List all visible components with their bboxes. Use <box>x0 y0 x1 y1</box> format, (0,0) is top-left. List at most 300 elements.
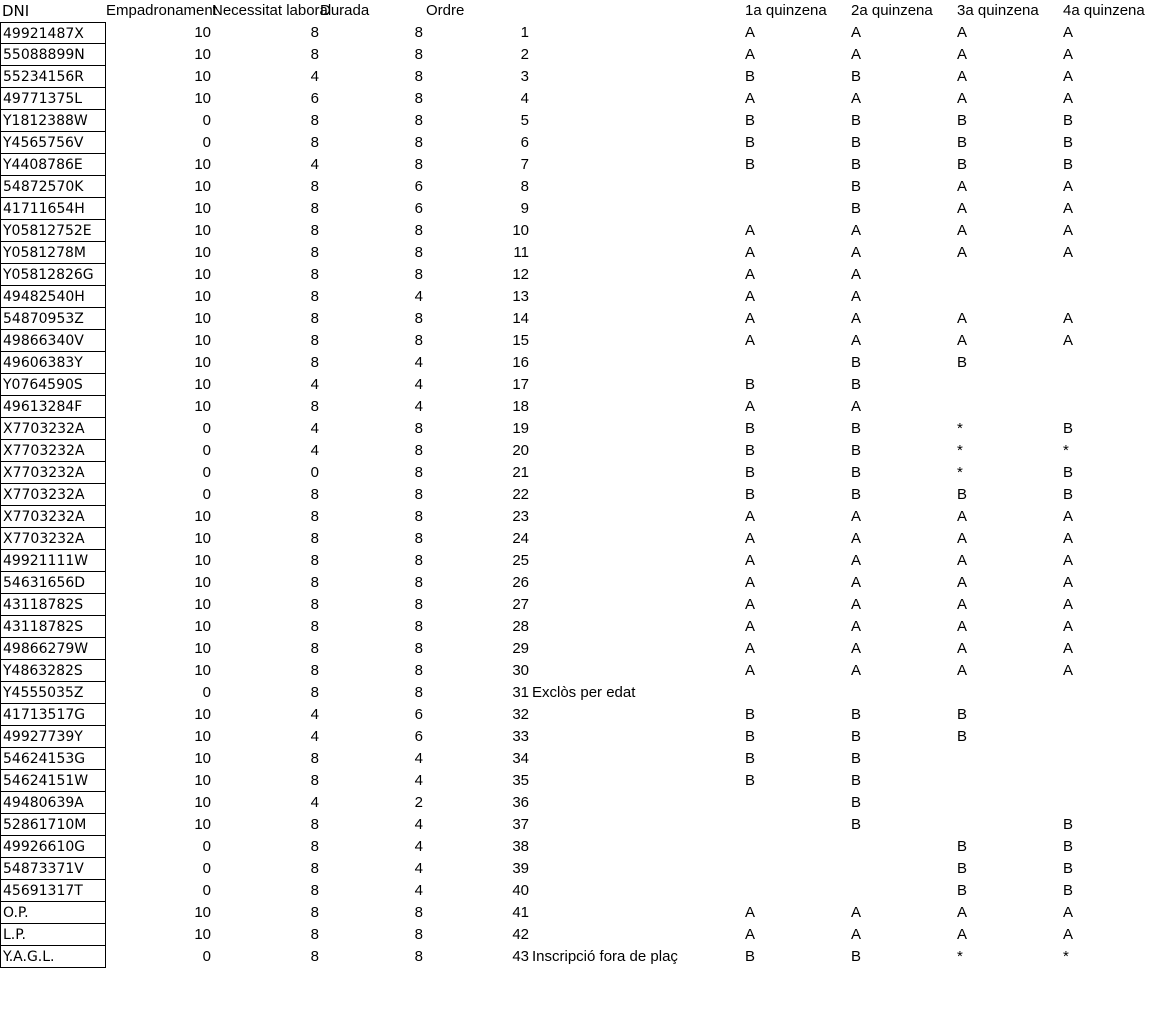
cell-q3[interactable]: A <box>957 662 968 679</box>
cell-dni[interactable]: L.P. <box>0 924 106 946</box>
cell-dni[interactable]: 49613284F <box>0 396 106 418</box>
cell-dni[interactable]: 52861710M <box>0 814 106 836</box>
cell-q4[interactable] <box>1061 792 1169 814</box>
cell-necessitat[interactable]: 8 <box>310 508 319 525</box>
cell-durada[interactable]: 4 <box>414 772 423 789</box>
cell-q2[interactable]: B <box>851 486 862 503</box>
cell-durada[interactable]: 6 <box>414 178 423 195</box>
cell-dni[interactable]: 41711654H <box>0 198 106 220</box>
cell-note[interactable] <box>532 308 742 330</box>
cell-ordre[interactable]: 21 <box>512 464 529 481</box>
cell-durada[interactable]: 8 <box>414 244 423 261</box>
cell-ordre[interactable]: 11 <box>513 244 529 261</box>
cell-empadronament[interactable]: 10 <box>194 618 211 635</box>
cell-q2[interactable]: A <box>851 310 862 327</box>
cell-necessitat[interactable]: 4 <box>310 442 319 459</box>
cell-q1[interactable]: A <box>745 332 756 349</box>
cell-note[interactable] <box>532 880 742 902</box>
cell-empadronament[interactable]: 0 <box>202 838 211 855</box>
cell-q3[interactable]: B <box>957 134 968 151</box>
cell-q2[interactable]: B <box>851 68 862 85</box>
cell-necessitat[interactable]: 8 <box>310 552 319 569</box>
cell-dni[interactable]: 49866279W <box>0 638 106 660</box>
cell-note[interactable] <box>532 924 742 946</box>
cell-note[interactable] <box>532 770 742 792</box>
cell-ordre[interactable]: 34 <box>512 750 529 767</box>
cell-note[interactable] <box>532 374 742 396</box>
cell-ordre[interactable]: 36 <box>512 794 529 811</box>
cell-q2[interactable]: B <box>851 750 862 767</box>
cell-q2[interactable]: A <box>851 332 862 349</box>
cell-empadronament[interactable]: 10 <box>194 530 211 547</box>
cell-q4[interactable]: A <box>1063 596 1074 613</box>
cell-durada[interactable]: 8 <box>414 156 423 173</box>
cell-note[interactable] <box>532 418 742 440</box>
cell-q4[interactable]: A <box>1063 904 1074 921</box>
cell-durada[interactable]: 8 <box>414 266 423 283</box>
cell-q4[interactable]: A <box>1063 640 1074 657</box>
cell-necessitat[interactable]: 6 <box>310 90 319 107</box>
cell-q4[interactable]: A <box>1063 926 1074 943</box>
cell-q1[interactable]: A <box>745 46 756 63</box>
cell-empadronament[interactable]: 0 <box>202 684 211 701</box>
cell-q4[interactable]: A <box>1063 200 1074 217</box>
cell-note[interactable] <box>532 396 742 418</box>
cell-q2[interactable]: B <box>851 794 862 811</box>
cell-q4[interactable]: A <box>1063 68 1074 85</box>
cell-empadronament[interactable]: 10 <box>194 376 211 393</box>
cell-q3[interactable]: B <box>957 882 968 899</box>
cell-necessitat[interactable]: 8 <box>310 882 319 899</box>
cell-q3[interactable]: B <box>957 706 968 723</box>
cell-dni[interactable]: 54631656D <box>0 572 106 594</box>
cell-q1[interactable]: B <box>745 134 756 151</box>
cell-q1[interactable]: A <box>745 310 756 327</box>
cell-note[interactable] <box>532 22 742 44</box>
cell-durada[interactable]: 8 <box>414 508 423 525</box>
cell-q4[interactable] <box>1061 352 1169 374</box>
cell-q1[interactable]: B <box>745 420 756 437</box>
cell-q3[interactable] <box>955 374 1063 396</box>
cell-q4[interactable]: B <box>1063 464 1074 481</box>
cell-note[interactable] <box>532 528 742 550</box>
cell-q3[interactable] <box>955 770 1063 792</box>
cell-note[interactable] <box>532 440 742 462</box>
cell-q4[interactable] <box>1061 682 1169 704</box>
cell-q3[interactable]: B <box>957 486 968 503</box>
cell-durada[interactable]: 8 <box>414 640 423 657</box>
cell-q2[interactable]: A <box>851 398 862 415</box>
cell-q3[interactable]: A <box>957 596 968 613</box>
cell-durada[interactable]: 8 <box>414 46 423 63</box>
cell-q4[interactable]: A <box>1063 332 1074 349</box>
cell-note[interactable] <box>532 132 742 154</box>
cell-durada[interactable]: 8 <box>414 464 423 481</box>
cell-q1[interactable] <box>743 352 851 374</box>
cell-note[interactable] <box>532 616 742 638</box>
cell-dni[interactable]: Y0581278M <box>0 242 106 264</box>
cell-necessitat[interactable]: 8 <box>310 46 319 63</box>
cell-necessitat[interactable]: 8 <box>310 530 319 547</box>
cell-q4[interactable] <box>1061 770 1169 792</box>
cell-necessitat[interactable]: 8 <box>310 310 319 327</box>
cell-ordre[interactable]: 16 <box>512 354 529 371</box>
cell-durada[interactable]: 8 <box>414 684 423 701</box>
cell-durada[interactable]: 8 <box>414 332 423 349</box>
cell-q3[interactable]: B <box>957 838 968 855</box>
cell-q1[interactable]: A <box>745 530 756 547</box>
cell-note[interactable] <box>532 176 742 198</box>
cell-q1[interactable]: A <box>745 904 756 921</box>
cell-q1[interactable]: B <box>745 156 756 173</box>
cell-necessitat[interactable]: 8 <box>310 772 319 789</box>
cell-q3[interactable]: B <box>957 156 968 173</box>
header-necessitat[interactable]: Necessitat laboral <box>212 2 332 19</box>
cell-empadronament[interactable]: 10 <box>194 266 211 283</box>
cell-q4[interactable]: A <box>1063 90 1074 107</box>
cell-q1[interactable]: A <box>745 662 756 679</box>
cell-dni[interactable]: Y.A.G.L. <box>0 946 106 968</box>
cell-empadronament[interactable]: 10 <box>194 178 211 195</box>
cell-q3[interactable] <box>955 792 1063 814</box>
cell-durada[interactable]: 4 <box>414 376 423 393</box>
cell-q3[interactable]: * <box>957 420 963 437</box>
cell-q3[interactable] <box>955 286 1063 308</box>
cell-ordre[interactable]: 30 <box>512 662 529 679</box>
cell-dni[interactable]: Y1812388W <box>0 110 106 132</box>
cell-ordre[interactable]: 28 <box>512 618 529 635</box>
cell-q3[interactable]: * <box>957 948 963 965</box>
cell-durada[interactable]: 6 <box>414 706 423 723</box>
cell-durada[interactable]: 8 <box>414 310 423 327</box>
cell-ordre[interactable]: 18 <box>512 398 529 415</box>
cell-q4[interactable]: A <box>1063 530 1074 547</box>
cell-q2[interactable]: A <box>851 508 862 525</box>
cell-q4[interactable] <box>1061 726 1169 748</box>
cell-empadronament[interactable]: 0 <box>202 442 211 459</box>
cell-q2[interactable] <box>849 858 957 880</box>
cell-q2[interactable]: A <box>851 24 862 41</box>
cell-empadronament[interactable]: 0 <box>202 134 211 151</box>
cell-durada[interactable]: 8 <box>414 486 423 503</box>
cell-note[interactable]: Exclòs per edat <box>532 684 636 701</box>
cell-necessitat[interactable]: 8 <box>310 596 319 613</box>
cell-q1[interactable]: B <box>745 728 756 745</box>
cell-q3[interactable] <box>955 396 1063 418</box>
cell-dni[interactable]: Y4863282S <box>0 660 106 682</box>
cell-empadronament[interactable]: 10 <box>194 398 211 415</box>
cell-q2[interactable] <box>849 682 957 704</box>
cell-q4[interactable]: B <box>1063 112 1074 129</box>
cell-durada[interactable]: 4 <box>414 750 423 767</box>
cell-necessitat[interactable]: 8 <box>310 574 319 591</box>
cell-dni[interactable]: 41713517G <box>0 704 106 726</box>
cell-necessitat[interactable]: 8 <box>310 860 319 877</box>
cell-q3[interactable] <box>955 682 1063 704</box>
cell-q2[interactable]: A <box>851 596 862 613</box>
cell-q2[interactable]: B <box>851 728 862 745</box>
cell-empadronament[interactable]: 10 <box>194 750 211 767</box>
cell-q3[interactable] <box>955 748 1063 770</box>
cell-ordre[interactable]: 7 <box>520 156 529 173</box>
cell-q1[interactable]: A <box>745 926 756 943</box>
cell-note[interactable] <box>532 748 742 770</box>
cell-q1[interactable]: B <box>745 464 756 481</box>
cell-ordre[interactable]: 26 <box>512 574 529 591</box>
cell-note[interactable] <box>532 550 742 572</box>
cell-q3[interactable]: A <box>957 552 968 569</box>
cell-q3[interactable] <box>955 264 1063 286</box>
cell-ordre[interactable]: 6 <box>520 134 529 151</box>
cell-q4[interactable]: B <box>1063 882 1074 899</box>
cell-q3[interactable]: A <box>957 178 968 195</box>
cell-note[interactable] <box>532 352 742 374</box>
cell-ordre[interactable]: 15 <box>512 332 529 349</box>
cell-necessitat[interactable]: 8 <box>310 178 319 195</box>
cell-q4[interactable]: B <box>1063 134 1074 151</box>
cell-ordre[interactable]: 27 <box>512 596 529 613</box>
cell-q2[interactable]: B <box>851 156 862 173</box>
cell-dni[interactable]: 54624153G <box>0 748 106 770</box>
cell-ordre[interactable]: 35 <box>512 772 529 789</box>
cell-q1[interactable]: A <box>745 640 756 657</box>
cell-q1[interactable]: B <box>745 750 756 767</box>
cell-empadronament[interactable]: 0 <box>202 420 211 437</box>
cell-q4[interactable]: B <box>1063 156 1074 173</box>
cell-empadronament[interactable]: 10 <box>194 794 211 811</box>
cell-durada[interactable]: 8 <box>414 552 423 569</box>
cell-empadronament[interactable]: 10 <box>194 596 211 613</box>
cell-dni[interactable]: 55234156R <box>0 66 106 88</box>
cell-ordre[interactable]: 29 <box>512 640 529 657</box>
cell-empadronament[interactable]: 10 <box>194 24 211 41</box>
cell-q4[interactable] <box>1061 264 1169 286</box>
cell-q1[interactable]: B <box>745 706 756 723</box>
cell-q2[interactable]: B <box>851 134 862 151</box>
cell-ordre[interactable]: 13 <box>512 288 529 305</box>
cell-q1[interactable] <box>743 792 851 814</box>
cell-ordre[interactable]: 19 <box>512 420 529 437</box>
cell-note[interactable] <box>532 462 742 484</box>
cell-q1[interactable]: A <box>745 574 756 591</box>
cell-necessitat[interactable]: 8 <box>310 222 319 239</box>
cell-note[interactable] <box>532 88 742 110</box>
cell-ordre[interactable]: 22 <box>512 486 529 503</box>
cell-q2[interactable]: B <box>851 112 862 129</box>
cell-necessitat[interactable]: 4 <box>310 794 319 811</box>
cell-q2[interactable]: B <box>851 464 862 481</box>
cell-q2[interactable]: A <box>851 662 862 679</box>
cell-q4[interactable]: * <box>1063 442 1069 459</box>
cell-q3[interactable]: A <box>957 200 968 217</box>
cell-q2[interactable]: A <box>851 46 862 63</box>
cell-durada[interactable]: 6 <box>414 728 423 745</box>
cell-durada[interactable]: 4 <box>414 354 423 371</box>
cell-note[interactable] <box>532 638 742 660</box>
cell-note[interactable] <box>532 286 742 308</box>
cell-q1[interactable] <box>743 682 851 704</box>
cell-q3[interactable]: A <box>957 574 968 591</box>
cell-ordre[interactable]: 9 <box>520 200 529 217</box>
cell-note[interactable] <box>532 154 742 176</box>
cell-q1[interactable]: A <box>745 244 756 261</box>
cell-dni[interactable]: 43118782S <box>0 594 106 616</box>
cell-dni[interactable]: Y4565756V <box>0 132 106 154</box>
cell-note[interactable] <box>532 572 742 594</box>
cell-empadronament[interactable]: 10 <box>194 354 211 371</box>
cell-note[interactable] <box>532 44 742 66</box>
cell-empadronament[interactable]: 10 <box>194 222 211 239</box>
cell-necessitat[interactable]: 4 <box>310 68 319 85</box>
cell-dni[interactable]: Y4555035Z <box>0 682 106 704</box>
cell-q3[interactable]: A <box>957 508 968 525</box>
cell-empadronament[interactable]: 0 <box>202 464 211 481</box>
cell-dni[interactable]: 49771375L <box>0 88 106 110</box>
cell-note[interactable] <box>532 704 742 726</box>
cell-q4[interactable]: * <box>1063 948 1069 965</box>
cell-ordre[interactable]: 31 <box>512 684 529 701</box>
cell-q3[interactable]: A <box>957 618 968 635</box>
cell-q2[interactable]: B <box>851 816 862 833</box>
cell-durada[interactable]: 4 <box>414 860 423 877</box>
cell-q3[interactable]: B <box>957 112 968 129</box>
cell-necessitat[interactable]: 8 <box>310 640 319 657</box>
cell-ordre[interactable]: 10 <box>512 222 529 239</box>
cell-necessitat[interactable]: 4 <box>310 420 319 437</box>
cell-durada[interactable]: 8 <box>414 530 423 547</box>
cell-q3[interactable]: A <box>957 640 968 657</box>
cell-ordre[interactable]: 33 <box>512 728 529 745</box>
cell-necessitat[interactable]: 4 <box>310 156 319 173</box>
cell-durada[interactable]: 4 <box>414 882 423 899</box>
cell-ordre[interactable]: 17 <box>512 376 529 393</box>
cell-q2[interactable]: B <box>851 706 862 723</box>
cell-note[interactable] <box>532 902 742 924</box>
cell-q1[interactable]: B <box>745 486 756 503</box>
cell-q3[interactable]: A <box>957 332 968 349</box>
cell-ordre[interactable]: 25 <box>512 552 529 569</box>
cell-q2[interactable]: B <box>851 376 862 393</box>
cell-necessitat[interactable]: 4 <box>310 706 319 723</box>
cell-ordre[interactable]: 1 <box>520 24 529 41</box>
cell-q1[interactable]: A <box>745 508 756 525</box>
cell-q4[interactable]: A <box>1063 574 1074 591</box>
cell-q4[interactable]: A <box>1063 508 1074 525</box>
cell-note[interactable] <box>532 836 742 858</box>
cell-q3[interactable] <box>955 814 1063 836</box>
cell-q2[interactable]: A <box>851 530 862 547</box>
cell-note[interactable] <box>532 792 742 814</box>
cell-durada[interactable]: 8 <box>414 90 423 107</box>
cell-q4[interactable]: A <box>1063 552 1074 569</box>
cell-necessitat[interactable]: 8 <box>310 244 319 261</box>
cell-q2[interactable]: A <box>851 288 862 305</box>
header-durada[interactable]: Durada <box>320 2 370 19</box>
cell-necessitat[interactable]: 8 <box>310 332 319 349</box>
cell-ordre[interactable]: 14 <box>512 310 529 327</box>
cell-note[interactable] <box>532 484 742 506</box>
cell-q2[interactable]: B <box>851 948 862 965</box>
cell-empadronament[interactable]: 10 <box>194 904 211 921</box>
cell-q1[interactable]: A <box>745 266 756 283</box>
cell-note[interactable] <box>532 198 742 220</box>
cell-necessitat[interactable]: 4 <box>310 376 319 393</box>
cell-durada[interactable]: 8 <box>414 222 423 239</box>
cell-q3[interactable]: * <box>957 464 963 481</box>
cell-ordre[interactable]: 4 <box>520 90 529 107</box>
cell-necessitat[interactable]: 0 <box>310 464 319 481</box>
cell-ordre[interactable]: 38 <box>512 838 529 855</box>
cell-note[interactable] <box>532 858 742 880</box>
cell-q1[interactable]: B <box>745 772 756 789</box>
cell-q4[interactable]: A <box>1063 662 1074 679</box>
cell-ordre[interactable]: 39 <box>512 860 529 877</box>
cell-durada[interactable]: 8 <box>414 24 423 41</box>
cell-q2[interactable]: B <box>851 200 862 217</box>
cell-q2[interactable]: B <box>851 772 862 789</box>
cell-empadronament[interactable]: 10 <box>194 662 211 679</box>
cell-dni[interactable]: Y0764590S <box>0 374 106 396</box>
cell-empadronament[interactable]: 10 <box>194 772 211 789</box>
cell-empadronament[interactable]: 10 <box>194 68 211 85</box>
cell-ordre[interactable]: 37 <box>512 816 529 833</box>
cell-q1[interactable]: A <box>745 288 756 305</box>
cell-q1[interactable]: A <box>745 90 756 107</box>
cell-dni[interactable]: Y4408786E <box>0 154 106 176</box>
cell-durada[interactable]: 6 <box>414 200 423 217</box>
cell-dni[interactable]: 49921487X <box>0 22 106 44</box>
cell-q1[interactable]: A <box>745 24 756 41</box>
cell-q3[interactable]: * <box>957 442 963 459</box>
cell-q4[interactable]: B <box>1063 838 1074 855</box>
cell-q4[interactable] <box>1061 748 1169 770</box>
cell-necessitat[interactable]: 8 <box>310 134 319 151</box>
cell-durada[interactable]: 8 <box>414 574 423 591</box>
cell-ordre[interactable]: 41 <box>512 904 529 921</box>
cell-ordre[interactable]: 8 <box>520 178 529 195</box>
cell-dni[interactable]: 49480639A <box>0 792 106 814</box>
cell-q2[interactable]: A <box>851 90 862 107</box>
cell-empadronament[interactable]: 10 <box>194 816 211 833</box>
cell-note[interactable] <box>532 506 742 528</box>
cell-q1[interactable] <box>743 198 851 220</box>
cell-dni[interactable]: Y05812826G <box>0 264 106 286</box>
cell-q3[interactable]: A <box>957 90 968 107</box>
header-empadronament[interactable]: Empadronament <box>106 2 217 19</box>
cell-q1[interactable]: A <box>745 596 756 613</box>
header-q2[interactable]: 2a quinzena <box>851 2 933 19</box>
cell-q1[interactable] <box>743 176 851 198</box>
cell-ordre[interactable]: 20 <box>512 442 529 459</box>
cell-q4[interactable]: B <box>1063 860 1074 877</box>
header-q1[interactable]: 1a quinzena <box>745 2 827 19</box>
cell-note[interactable] <box>532 242 742 264</box>
cell-q4[interactable] <box>1061 704 1169 726</box>
header-q4[interactable]: 4a quinzena <box>1063 2 1145 19</box>
cell-necessitat[interactable]: 8 <box>310 486 319 503</box>
cell-empadronament[interactable]: 0 <box>202 486 211 503</box>
cell-necessitat[interactable]: 8 <box>310 904 319 921</box>
cell-empadronament[interactable]: 10 <box>194 244 211 261</box>
cell-dni[interactable]: 43118782S <box>0 616 106 638</box>
cell-dni[interactable]: 54872570K <box>0 176 106 198</box>
cell-note[interactable] <box>532 594 742 616</box>
cell-q2[interactable]: B <box>851 442 862 459</box>
cell-empadronament[interactable]: 10 <box>194 288 211 305</box>
cell-q4[interactable]: B <box>1063 486 1074 503</box>
cell-ordre[interactable]: 42 <box>512 926 529 943</box>
cell-necessitat[interactable]: 8 <box>310 926 319 943</box>
